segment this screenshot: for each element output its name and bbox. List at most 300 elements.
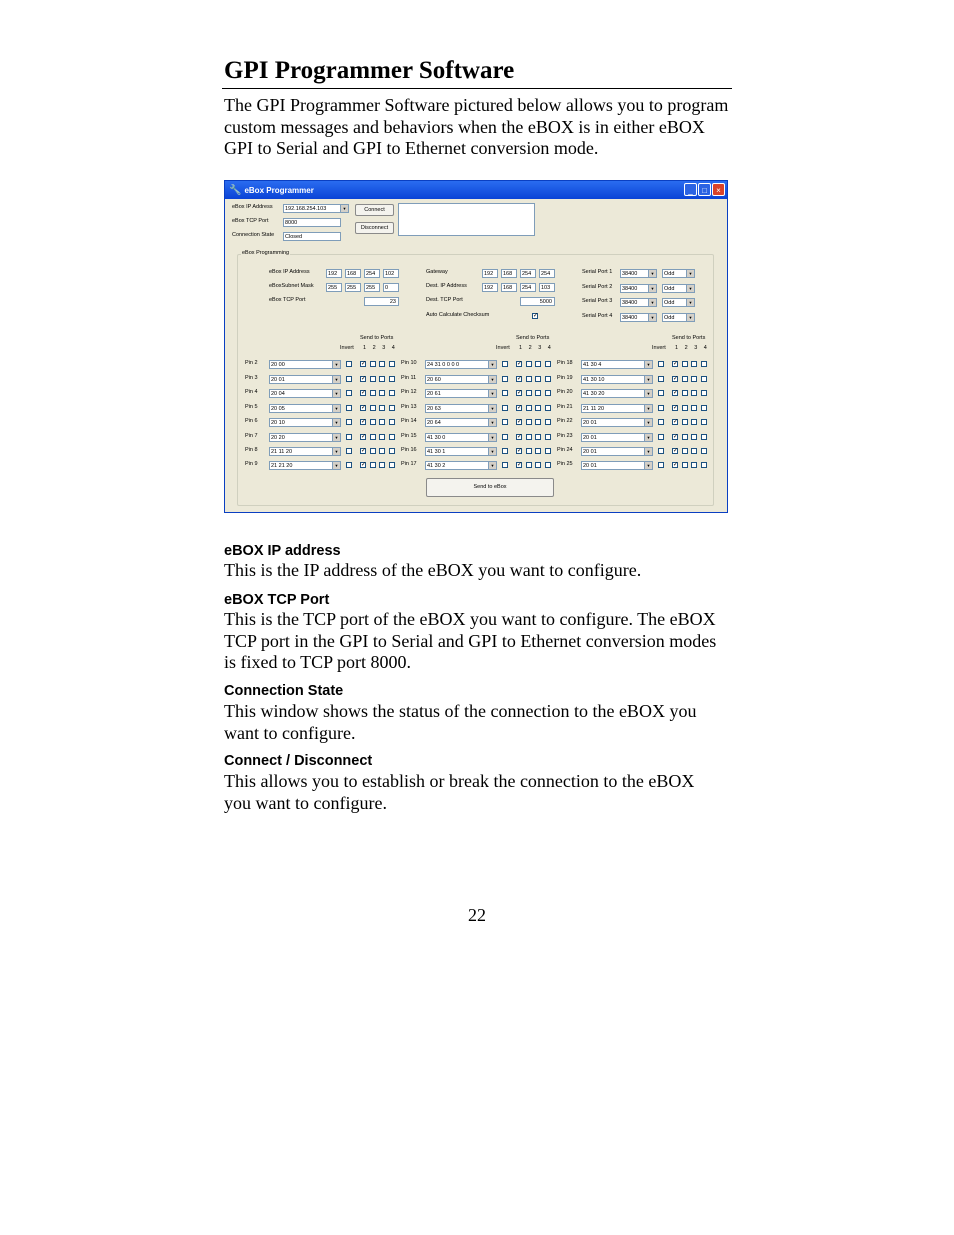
port-checkbox[interactable] (545, 419, 551, 425)
gateway-label: Gateway (426, 269, 448, 275)
ebox-tcp-label: eBox TCP Port (232, 218, 269, 224)
pin-message-dropdown[interactable] (425, 389, 497, 398)
chevron-down-icon: ▼ (644, 462, 652, 469)
invert-header: Invert (652, 345, 666, 351)
invert-checkbox[interactable] (346, 390, 352, 396)
port-checkbox[interactable] (535, 419, 541, 425)
ebox-ip-dropdown[interactable] (283, 204, 349, 213)
ebox-tcp-field[interactable]: 8000 (283, 218, 341, 227)
subnet-mask-octet-3[interactable]: 255 (364, 283, 380, 292)
invert-checkbox[interactable] (346, 376, 352, 382)
port-checkbox[interactable] (379, 448, 385, 454)
invert-checkbox[interactable] (658, 462, 664, 468)
section-heading: Connect / Disconnect (224, 753, 373, 769)
minimize-button[interactable]: _ (684, 183, 697, 196)
pin-message-dropdown[interactable] (269, 433, 341, 442)
pin-message-dropdown[interactable] (425, 360, 497, 369)
port-checkbox[interactable]: ✓ (517, 433, 523, 440)
port-checkbox[interactable] (691, 361, 697, 367)
port-number-header: 3 (538, 345, 542, 351)
port-checkbox[interactable]: ✓ (361, 448, 367, 454)
pin-message-dropdown-value: 20 05 (271, 405, 285, 412)
ebox-ip-octet-4[interactable]: 102 (383, 269, 399, 278)
port-checkbox[interactable] (701, 405, 707, 411)
section-heading: eBOX IP address (224, 543, 341, 559)
chevron-down-icon: ▼ (332, 405, 340, 412)
pin-message-dropdown-value: 24 31 0 0 0 0 (427, 362, 460, 368)
invert-checkbox[interactable] (658, 376, 664, 382)
gateway-octet-4[interactable]: 254 (539, 269, 555, 278)
port-checkbox[interactable] (691, 376, 697, 382)
port-checkbox[interactable] (691, 434, 697, 440)
chevron-down-icon: ▼ (332, 419, 340, 426)
port-checkbox[interactable]: ✓ (361, 462, 367, 468)
invert-checkbox[interactable] (346, 434, 352, 440)
send-to-ports-header: Send to Ports (672, 335, 706, 341)
section-body: This is the TCP port of the eBOX you want to configure. The eBOX TCP port in the GPI to Serial and GPI to Ethernet conversion modes is fixed to TCP port 8000. (224, 609, 717, 672)
pin-message-dropdown[interactable] (581, 418, 653, 427)
port-checkbox[interactable] (379, 462, 385, 468)
port-checkbox[interactable] (682, 390, 688, 396)
invert-checkbox[interactable] (658, 361, 664, 367)
port-checkbox[interactable] (701, 419, 707, 425)
maximize-button[interactable]: □ (698, 183, 711, 196)
invert-checkbox[interactable] (346, 448, 352, 454)
port-checkbox[interactable]: ✓ (517, 361, 523, 367)
pin-label: Pin 21 (557, 403, 573, 410)
port-checkbox[interactable] (691, 448, 697, 454)
send-to-ebox-button[interactable]: Send to eBox (426, 478, 554, 497)
send-to-ports-header: Send to Ports (360, 335, 394, 341)
pin-message-dropdown[interactable] (425, 375, 497, 384)
port-checkbox[interactable]: ✓ (517, 462, 523, 468)
port-checkbox[interactable]: ✓ (361, 375, 367, 382)
auto-checksum-checkbox[interactable]: ✓ (533, 313, 539, 319)
chevron-down-icon: ▼ (648, 299, 656, 306)
port-checkbox[interactable] (526, 390, 532, 396)
port-number-header: 2 (684, 345, 688, 351)
pin-label: Pin 4 (245, 389, 258, 395)
port-checkbox[interactable] (370, 434, 376, 440)
dest-ip-octet-3[interactable]: 254 (520, 283, 536, 292)
connection-state-field: Closed (283, 232, 341, 241)
pin-message-dropdown-value: 20 01 (583, 434, 597, 441)
page-title: GPI Programmer Software (224, 57, 515, 84)
chevron-down-icon: ▼ (332, 434, 340, 441)
chevron-down-icon: ▼ (332, 361, 340, 368)
baud-dropdown-value: 38400 (622, 300, 638, 306)
chevron-down-icon: ▼ (644, 419, 652, 426)
invert-checkbox[interactable] (502, 361, 508, 367)
pin-label: Pin 25 (557, 461, 573, 467)
port-checkbox[interactable]: ✓ (673, 375, 679, 382)
pin-label: Pin 3 (245, 374, 258, 381)
parity-dropdown[interactable] (662, 313, 695, 322)
port-checkbox[interactable] (545, 462, 551, 468)
pin-label: Pin 24 (557, 447, 573, 453)
port-checkbox[interactable] (535, 434, 541, 440)
port-number-header: 3 (382, 345, 386, 351)
subnet-mask-label: eBoxSubnet Mask (269, 283, 314, 289)
subnet-mask-octet-1[interactable]: 255 (326, 283, 342, 292)
invert-checkbox[interactable] (346, 419, 352, 425)
port-checkbox[interactable] (701, 361, 707, 367)
section-body: This allows you to establish or break the connection to the eBOX you want to configure. (224, 771, 695, 813)
invert-checkbox[interactable] (346, 405, 352, 411)
pin-label: Pin 7 (245, 432, 258, 439)
baud-dropdown-value: 38400 (622, 314, 638, 321)
parity-dropdown-value: Odd (664, 300, 675, 306)
port-checkbox[interactable] (535, 390, 541, 396)
ebox-ip-label: eBox IP Address (232, 204, 273, 210)
port-checkbox[interactable] (701, 390, 707, 396)
baud-dropdown[interactable] (620, 269, 657, 278)
chevron-down-icon: ▼ (488, 405, 496, 412)
port-checkbox[interactable] (682, 462, 688, 468)
invert-checkbox[interactable] (658, 419, 664, 425)
invert-checkbox[interactable] (502, 462, 508, 468)
serial-port-label: Serial Port 2 (582, 283, 613, 290)
pin-label: Pin 23 (557, 432, 573, 439)
port-checkbox[interactable] (379, 419, 385, 425)
pin-label: Pin 10 (401, 360, 417, 366)
port-checkbox[interactable] (691, 462, 697, 468)
port-number-header: 2 (372, 345, 376, 351)
pin-message-dropdown[interactable] (581, 389, 653, 398)
connect-button[interactable]: Connect (355, 204, 394, 216)
port-checkbox[interactable]: ✓ (517, 390, 523, 396)
status-window (398, 203, 535, 236)
port-checkbox[interactable] (535, 462, 541, 468)
chevron-down-icon: ▼ (644, 448, 652, 455)
port-checkbox[interactable] (379, 434, 385, 440)
port-checkbox[interactable] (389, 448, 395, 454)
chevron-down-icon: ▼ (488, 448, 496, 455)
baud-dropdown[interactable] (620, 284, 657, 293)
port-checkbox[interactable] (545, 448, 551, 454)
pin-message-dropdown[interactable] (425, 404, 497, 413)
port-checkbox[interactable]: ✓ (673, 419, 679, 425)
pin-label: Pin 12 (401, 389, 417, 395)
port-checkbox[interactable] (691, 419, 697, 425)
parity-dropdown-value: Odd (664, 271, 675, 277)
pin-label: Pin 5 (245, 403, 258, 410)
chevron-down-icon: ▼ (644, 390, 652, 397)
chevron-down-icon: ▼ (686, 285, 694, 292)
pin-label: Pin 19 (557, 374, 573, 381)
pin-message-dropdown-value: 20 20 (271, 434, 285, 441)
pin-message-dropdown-value: 20 64 (427, 420, 441, 426)
dest-ip-octet-2[interactable]: 168 (501, 283, 517, 292)
serial-port-label: Serial Port 3 (582, 298, 613, 304)
port-checkbox[interactable] (389, 419, 395, 425)
port-checkbox[interactable] (526, 434, 532, 440)
port-checkbox[interactable] (379, 405, 385, 411)
chevron-down-icon: ▼ (686, 314, 694, 321)
pin-message-dropdown[interactable] (269, 360, 341, 369)
invert-checkbox[interactable] (346, 361, 352, 367)
window-title: eBox Programmer (244, 185, 314, 195)
port-checkbox[interactable] (545, 361, 551, 367)
chevron-down-icon: ▼ (686, 270, 694, 277)
invert-checkbox[interactable] (502, 390, 508, 396)
port-checkbox[interactable]: ✓ (517, 404, 523, 411)
chevron-down-icon: ▼ (332, 448, 340, 455)
section-heading: Connection State (224, 683, 344, 699)
parity-dropdown[interactable] (662, 298, 695, 307)
pin-message-dropdown[interactable] (581, 433, 653, 442)
subnet-mask-octet-4[interactable]: 0 (383, 283, 399, 292)
pin-message-dropdown-value: 20 01 (583, 463, 597, 469)
port-checkbox[interactable]: ✓ (517, 419, 523, 425)
gateway-octet-1[interactable]: 192 (482, 269, 498, 278)
port-checkbox[interactable] (389, 462, 395, 468)
pin-message-dropdown-value: 20 01 (271, 376, 285, 383)
invert-checkbox[interactable] (658, 390, 664, 396)
port-checkbox[interactable] (370, 405, 376, 411)
chevron-down-icon: ▼ (488, 390, 496, 397)
port-checkbox[interactable] (526, 405, 532, 411)
section-body: This is the IP address of the eBOX you want to configure. (224, 560, 642, 580)
port-checkbox[interactable] (379, 376, 385, 382)
baud-dropdown-value: 38400 (622, 271, 638, 277)
dest-tcp-label: Dest. TCP Port (426, 297, 463, 303)
port-checkbox[interactable] (545, 376, 551, 382)
port-checkbox[interactable] (526, 462, 532, 468)
invert-header: Invert (496, 345, 510, 351)
pin-message-dropdown[interactable] (581, 447, 653, 456)
chevron-down-icon: ▼ (332, 376, 340, 383)
section-heading: eBOX TCP Port (224, 592, 330, 608)
port-checkbox[interactable] (535, 448, 541, 454)
port-checkbox[interactable]: ✓ (517, 375, 523, 382)
port-checkbox[interactable] (691, 390, 697, 396)
port-number-header: 1 (363, 345, 367, 351)
auto-checksum-label: Auto Calculate Checksum (426, 312, 490, 318)
port-checkbox[interactable] (682, 448, 688, 454)
pin-message-dropdown-value: 20 01 (583, 449, 597, 455)
port-checkbox[interactable] (379, 390, 385, 396)
pin-message-dropdown-value: 41 30 20 (583, 391, 605, 397)
ebox-ip-octet-2[interactable]: 168 (345, 269, 361, 278)
prog-tcp-field[interactable]: 23 (364, 297, 399, 306)
port-checkbox[interactable] (701, 434, 707, 440)
pin-message-dropdown[interactable] (269, 375, 341, 384)
pin-message-dropdown[interactable] (269, 461, 341, 470)
port-number-header: 2 (528, 345, 532, 351)
port-checkbox[interactable] (701, 376, 707, 382)
parity-dropdown-value: Odd (664, 285, 675, 292)
parity-dropdown[interactable] (662, 284, 695, 293)
port-checkbox[interactable] (370, 361, 376, 367)
port-number-header: 4 (391, 345, 395, 351)
port-checkbox[interactable]: ✓ (673, 390, 679, 396)
prog-tcp-label: eBox TCP Port (269, 297, 306, 303)
chevron-down-icon: ▼ (488, 376, 496, 383)
pin-message-dropdown[interactable] (269, 418, 341, 427)
send-to-ports-header: Send to Ports (516, 335, 550, 341)
pin-label: Pin 2 (245, 360, 258, 366)
pin-label: Pin 18 (557, 360, 573, 366)
ebox-programmer-window (224, 180, 728, 513)
pin-message-dropdown[interactable] (425, 433, 497, 442)
invert-checkbox[interactable] (502, 434, 508, 440)
pin-message-dropdown-value: 21 21 20 (271, 463, 293, 469)
port-checkbox[interactable] (389, 361, 395, 367)
pin-message-dropdown[interactable] (581, 404, 653, 413)
port-checkbox[interactable]: ✓ (673, 462, 679, 468)
pin-message-dropdown[interactable] (425, 418, 497, 427)
chevron-down-icon: ▼ (488, 462, 496, 469)
port-checkbox[interactable]: ✓ (361, 419, 367, 425)
wrench-icon: 🔧 (229, 184, 242, 196)
ebox-ip-octet-3[interactable]: 254 (364, 269, 380, 278)
port-checkbox[interactable] (370, 390, 376, 396)
invert-checkbox[interactable] (346, 462, 352, 468)
port-checkbox[interactable]: ✓ (673, 448, 679, 454)
port-checkbox[interactable] (370, 462, 376, 468)
port-checkbox[interactable] (682, 419, 688, 425)
pin-message-dropdown[interactable] (269, 447, 341, 456)
port-checkbox[interactable]: ✓ (361, 404, 367, 411)
pin-message-dropdown-value: 20 63 (427, 405, 441, 412)
dest-ip-octet-4[interactable]: 103 (539, 283, 555, 292)
pin-message-dropdown[interactable] (581, 461, 653, 470)
title-rule (222, 88, 732, 89)
ebox-ip-octet-1[interactable]: 192 (326, 269, 342, 278)
port-checkbox[interactable] (682, 434, 688, 440)
port-checkbox[interactable] (545, 434, 551, 440)
pin-label: Pin 13 (401, 403, 417, 410)
port-checkbox[interactable] (701, 448, 707, 454)
baud-dropdown-value: 38400 (622, 285, 638, 292)
serial-port-label: Serial Port 4 (582, 312, 613, 319)
chevron-down-icon: ▼ (644, 434, 652, 441)
ebox-ip-value: 192.168.254.103 (285, 206, 327, 212)
port-checkbox[interactable] (682, 361, 688, 367)
dest-ip-label: Dest. IP Address (426, 283, 467, 289)
port-checkbox[interactable] (545, 405, 551, 411)
chevron-down-icon: ▼ (488, 361, 496, 368)
port-checkbox[interactable] (526, 419, 532, 425)
invert-checkbox[interactable] (502, 376, 508, 382)
port-checkbox[interactable] (370, 376, 376, 382)
chevron-down-icon: ▼ (332, 390, 340, 397)
chevron-down-icon: ▼ (644, 376, 652, 383)
port-checkbox[interactable] (682, 376, 688, 382)
port-checkbox[interactable]: ✓ (673, 433, 679, 440)
pin-label: Pin 17 (401, 461, 417, 467)
gateway-octet-2[interactable]: 168 (501, 269, 517, 278)
port-number-header: 1 (675, 345, 679, 351)
pin-label: Pin 22 (557, 418, 573, 424)
invert-checkbox[interactable] (658, 405, 664, 411)
parity-dropdown-value: Odd (664, 314, 675, 321)
port-checkbox[interactable]: ✓ (673, 404, 679, 411)
chevron-down-icon: ▼ (644, 405, 652, 412)
port-checkbox[interactable]: ✓ (361, 361, 367, 367)
serial-port-label: Serial Port 1 (582, 269, 613, 275)
invert-checkbox[interactable] (658, 448, 664, 454)
pin-message-dropdown-value: 20 04 (271, 391, 285, 397)
chevron-down-icon: ▼ (488, 419, 496, 426)
port-number-header: 3 (694, 345, 698, 351)
port-checkbox[interactable] (526, 448, 532, 454)
invert-checkbox[interactable] (502, 419, 508, 425)
pin-label: Pin 15 (401, 432, 417, 439)
gateway-octet-3[interactable]: 254 (520, 269, 536, 278)
pin-message-dropdown-value: 41 30 2 (427, 463, 446, 469)
port-checkbox[interactable] (526, 376, 532, 382)
pin-label: Pin 8 (245, 447, 258, 453)
pin-message-dropdown-value: 21 11 20 (271, 449, 293, 455)
dest-tcp-field[interactable]: 5000 (520, 297, 555, 306)
pin-message-dropdown-value: 41 30 0 (427, 434, 446, 441)
invert-checkbox[interactable] (658, 434, 664, 440)
port-checkbox[interactable]: ✓ (517, 448, 523, 454)
port-checkbox[interactable] (379, 361, 385, 367)
pin-message-dropdown[interactable] (581, 360, 653, 369)
port-checkbox[interactable] (701, 462, 707, 468)
port-checkbox[interactable]: ✓ (673, 361, 679, 367)
parity-dropdown[interactable] (662, 269, 695, 278)
pin-message-dropdown[interactable] (425, 461, 497, 470)
port-checkbox[interactable] (535, 405, 541, 411)
chevron-down-icon: ▼ (340, 205, 348, 212)
dest-ip-octet-1[interactable]: 192 (482, 283, 498, 292)
port-checkbox[interactable] (535, 376, 541, 382)
invert-checkbox[interactable] (502, 448, 508, 454)
pin-message-dropdown-value: 20 61 (427, 391, 441, 397)
pin-label: Pin 6 (245, 418, 258, 424)
chevron-down-icon: ▼ (648, 314, 656, 321)
pin-label: Pin 16 (401, 447, 417, 453)
port-checkbox[interactable] (389, 376, 395, 382)
port-checkbox[interactable]: ✓ (361, 433, 367, 440)
pin-message-dropdown[interactable] (269, 389, 341, 398)
port-checkbox[interactable] (691, 405, 697, 411)
connection-state-label: Connection State (232, 232, 275, 238)
port-checkbox[interactable] (389, 434, 395, 440)
chevron-down-icon: ▼ (648, 270, 656, 277)
disconnect-button[interactable]: Disconnect (355, 222, 394, 234)
pin-message-dropdown[interactable] (269, 404, 341, 413)
subnet-mask-octet-2[interactable]: 255 (345, 283, 361, 292)
baud-dropdown[interactable] (620, 298, 657, 307)
port-checkbox[interactable] (389, 405, 395, 411)
baud-dropdown[interactable] (620, 313, 657, 322)
port-checkbox[interactable] (370, 419, 376, 425)
page-number: 22 (468, 905, 486, 925)
port-checkbox[interactable] (682, 405, 688, 411)
pin-message-dropdown[interactable] (581, 375, 653, 384)
port-checkbox[interactable] (370, 448, 376, 454)
pin-message-dropdown-value: 20 60 (427, 376, 441, 383)
invert-checkbox[interactable] (502, 405, 508, 411)
chevron-down-icon: ▼ (488, 434, 496, 441)
pin-message-dropdown[interactable] (425, 447, 497, 456)
port-checkbox[interactable] (526, 361, 532, 367)
pin-label: Pin 20 (557, 389, 573, 395)
port-checkbox[interactable] (545, 390, 551, 396)
port-checkbox[interactable]: ✓ (361, 390, 367, 396)
port-number-header: 4 (547, 345, 551, 351)
port-number-header: 4 (703, 345, 707, 351)
close-button[interactable]: × (712, 183, 725, 196)
window-titlebar[interactable] (225, 181, 727, 199)
port-checkbox[interactable] (389, 390, 395, 396)
port-checkbox[interactable] (535, 361, 541, 367)
